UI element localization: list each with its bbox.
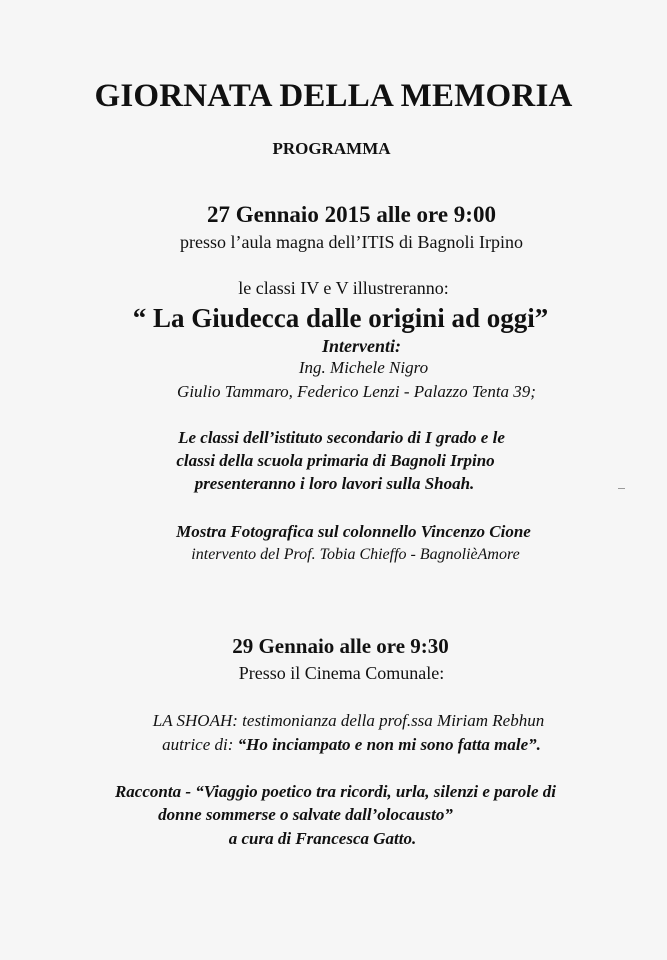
speaker-line-2: Giulio Tammaro, Federico Lenzi - Palazzo Tenta 39; [177, 382, 536, 401]
shoah-testimony: testimonianza della prof.ssa Miriam Rebhun [237, 711, 545, 730]
event1-venue: presso l’aula magna dell’ITIS di Bagnoli Irpino [180, 232, 523, 252]
racconta-line-3: a cura di Francesca Gatto. [228, 829, 417, 848]
schools-line-2: classi della scuola primaria di Bagnoli Irpino [176, 451, 495, 470]
interventions-label: Interventi: [322, 336, 401, 356]
scan-speck [618, 488, 625, 489]
book-title: “Ho inciampato e non mi sono fatta male”. [237, 735, 541, 754]
racconta-line-2: donne sommerse o salvate dall’olocausto” [158, 805, 453, 824]
racconta-line-1: Racconta - “Viaggio poetico tra ricordi, urla, silenzi e parole di [114, 782, 557, 801]
schools-line-1: Le classi dell’istituto secondario di I grado e le [178, 428, 505, 447]
shoah-line-1 [15, 711, 667, 731]
program-heading: PROGRAMMA [272, 139, 391, 158]
document-title: GIORNATA DELLA MEMORIA [94, 78, 573, 114]
event2-venue: Presso il Cinema Comunale: [238, 663, 445, 683]
schools-line-3: presenteranno i loro lavori sulla Shoah. [194, 474, 475, 493]
photo-exhibit-line: Mostra Fotografica sul colonnello Vincenzo Cione [176, 522, 531, 541]
shoah-line-2 [18, 735, 667, 755]
event2-date: 29 Gennaio alle ore 9:30 [232, 634, 449, 658]
event1-date: 27 Gennaio 2015 alle ore 9:00 [207, 202, 496, 227]
event1-classes-line: le classi IV e V illustreranno: [238, 278, 449, 298]
speaker-line-1: Ing. Michele Nigro [298, 358, 429, 377]
event1-theme: “ La Giudecca dalle origini ad oggi” [132, 303, 549, 333]
shoah-label: LA SHOAH: [152, 711, 238, 730]
author-prefix: autrice di: [162, 735, 238, 754]
exhibit-intervention-line: intervento del Prof. Tobia Chieffo - BagnolièAmore [191, 546, 520, 563]
